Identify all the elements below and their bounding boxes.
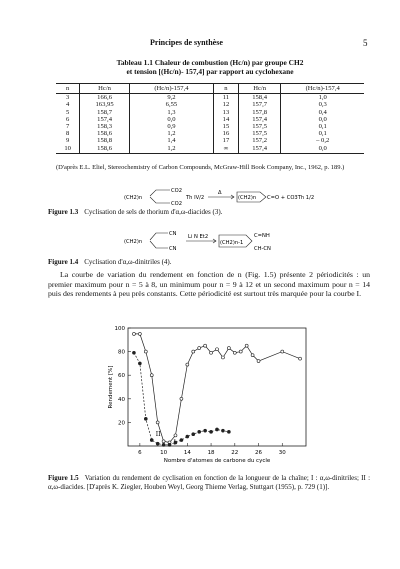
data-point-II bbox=[186, 435, 189, 438]
data-point-II bbox=[210, 430, 213, 433]
y-tick-label: 40 bbox=[118, 396, 125, 403]
figure15-text: Variation du rendement de cyclisation en fonction de la longueur de la chaîne; I : α,ω-dinitriles; II : α,ω-diacides. [D'après K. Ziegler, Houben Weyl, Georg Thieme Verlag, Stuttgart (1955), p. 729 (1)]. bbox=[48, 474, 371, 491]
table-row bbox=[56, 123, 364, 130]
table-cell: 6,55 bbox=[129, 101, 213, 108]
table-cell: 14 bbox=[214, 116, 239, 123]
x-tick-label: 14 bbox=[183, 450, 191, 456]
table-cell: 157,7 bbox=[238, 101, 281, 108]
table-row bbox=[56, 137, 364, 144]
table-cell: 4 bbox=[56, 101, 80, 108]
data-point-II bbox=[216, 428, 219, 431]
table-cell: 1,3 bbox=[129, 109, 213, 116]
f14-product-top: C=NH bbox=[254, 233, 270, 239]
x-tick-label: 26 bbox=[255, 450, 263, 456]
figure13-text: Cyclisation de sels de thorium d'α,ω-diacides (3). bbox=[84, 208, 223, 216]
page-number: 5 bbox=[363, 38, 368, 48]
data-point-I bbox=[257, 360, 260, 363]
data-point-II bbox=[204, 429, 207, 432]
table-cell: 158,3 bbox=[80, 123, 130, 130]
x-tick-label: 22 bbox=[231, 450, 239, 456]
x-tick-label: 6 bbox=[138, 450, 142, 456]
table-cell: 157,4 bbox=[238, 145, 281, 154]
f14-product-ring: (CH2)n-1 bbox=[220, 240, 244, 246]
col-header: n bbox=[214, 84, 239, 94]
table-cell: 158,8 bbox=[80, 137, 130, 144]
x-axis-label: Nombre d'atomes de carbone du cycle bbox=[163, 458, 271, 464]
data-point-I bbox=[245, 344, 248, 347]
data-point-I bbox=[239, 350, 242, 353]
table-cell: 10 bbox=[56, 145, 80, 154]
table-cell: 0,3 bbox=[318, 101, 327, 109]
figure14-text: Cyclisation d'α,ω-dinitriles (4). bbox=[84, 258, 172, 266]
table-cell: 17 bbox=[214, 137, 239, 144]
table-row bbox=[56, 94, 364, 102]
col-header: (Hc/n)-157,4 bbox=[129, 84, 213, 94]
data-point-I bbox=[251, 354, 254, 357]
f14-reagent: Li N Et2 bbox=[188, 234, 209, 240]
yield-chart bbox=[96, 322, 346, 472]
col-header: Hc/n bbox=[238, 84, 281, 94]
table-cell: 163,95 bbox=[80, 101, 130, 108]
table-cell: 158,4 bbox=[238, 94, 281, 102]
table-cell: 5 bbox=[56, 109, 80, 116]
figure13-scheme bbox=[120, 184, 320, 208]
table-cell: 157,2 bbox=[238, 137, 281, 144]
table-caption-line2: et tension [(Hc/n)- 157,4] par rapport au cyclohexane bbox=[126, 67, 294, 76]
data-point-II bbox=[132, 351, 135, 354]
table-cell: 1,2 bbox=[129, 145, 213, 154]
table-cell: 9 bbox=[56, 137, 80, 144]
data-point-I bbox=[192, 350, 195, 353]
col-header: (Hc/n)-157,4 bbox=[281, 84, 364, 94]
table-cell: 6 bbox=[56, 116, 80, 123]
data-point-I bbox=[144, 350, 147, 353]
data-point-I bbox=[221, 356, 224, 359]
table-cell: 3 bbox=[56, 94, 80, 102]
data-point-II bbox=[168, 443, 171, 446]
table-cell: – 0,2 bbox=[316, 137, 330, 145]
table-cell: 157,5 bbox=[238, 123, 281, 130]
table-cell: 0,9 bbox=[129, 123, 213, 130]
table-row bbox=[56, 109, 364, 116]
table-cell: 157,8 bbox=[238, 109, 281, 116]
x-tick-label: 30 bbox=[278, 450, 286, 456]
table-cell: 158,6 bbox=[80, 145, 130, 154]
figure15-caption bbox=[48, 474, 370, 492]
f14-bonds bbox=[150, 233, 168, 248]
data-point-II bbox=[180, 439, 183, 442]
f13-metal: Th IV/2 bbox=[186, 195, 205, 201]
x-tick-label: 10 bbox=[160, 450, 168, 456]
data-point-II bbox=[138, 362, 141, 365]
y-tick-label: 20 bbox=[118, 420, 125, 427]
figure14-scheme bbox=[120, 226, 320, 256]
f13-group-top: CO2 bbox=[171, 188, 183, 194]
table-row bbox=[56, 116, 364, 123]
f14-group-bottom: CN bbox=[169, 246, 177, 252]
data-point-I bbox=[162, 440, 165, 443]
f13-bonds bbox=[150, 190, 170, 203]
x-tick-label: 18 bbox=[207, 450, 215, 456]
col-header: n bbox=[56, 84, 80, 94]
table-cell: 0,0 bbox=[281, 145, 364, 154]
table-cell: 0,0 bbox=[129, 116, 213, 123]
table-cell: 16 bbox=[214, 130, 239, 137]
table-cell: 1,0 bbox=[318, 94, 327, 102]
f14-group-top: CN bbox=[169, 231, 177, 237]
f14-product-bottom: CH-CN bbox=[254, 246, 271, 252]
table-cell: 1,2 bbox=[129, 130, 213, 137]
data-point-I bbox=[174, 434, 177, 437]
table-cell: 166,6 bbox=[80, 94, 130, 102]
y-tick-label: 80 bbox=[118, 349, 125, 356]
data-point-I bbox=[156, 421, 159, 424]
data-point-I bbox=[210, 351, 213, 354]
data-point-II bbox=[150, 439, 153, 442]
y-tick-label: 60 bbox=[118, 373, 125, 380]
data-point-I bbox=[281, 350, 284, 353]
table-row bbox=[56, 130, 364, 137]
f13-product-rest: C=O + CO3Th 1/2 bbox=[267, 195, 315, 201]
data-point-I bbox=[233, 351, 236, 354]
data-point-I bbox=[216, 348, 219, 351]
data-point-II bbox=[174, 441, 177, 444]
table-cell: 7 bbox=[56, 123, 80, 130]
figure14-caption bbox=[48, 258, 172, 266]
table-row bbox=[56, 145, 364, 154]
body-paragraph: La courbe de variation du rendement en fonction de n (Fig. 1.5) présente 2 périodicités : un premier maximum pour n = 5 à 8, un minimum pour n = 9 à 12 et un second maximum pour n = 14 puis des rendements à peu près constants. Cette périodicité est surtout très marquée pour la courbe I. bbox=[48, 270, 370, 299]
table-row bbox=[56, 101, 364, 108]
data-point-II bbox=[144, 417, 147, 420]
figure13-label: Figure 1.3 bbox=[48, 208, 79, 216]
data-point-I bbox=[138, 332, 141, 335]
data-point-I bbox=[180, 397, 183, 400]
table-cell: 0,1 bbox=[318, 123, 327, 131]
table-cell: 13 bbox=[214, 109, 239, 116]
f13-arrow-label: Δ bbox=[218, 190, 222, 196]
data-point-II bbox=[221, 429, 224, 432]
table-caption-line1: Tableau 1.1 Chaleur de combustion (Hc/n) par groupe CH2 bbox=[116, 58, 304, 67]
combustion-table bbox=[56, 83, 364, 154]
data-point-I bbox=[227, 347, 230, 350]
table-cell: 0,1 bbox=[318, 130, 327, 138]
table-cell: 12 bbox=[214, 101, 239, 108]
data-point-II bbox=[192, 433, 195, 436]
figure14-label: Figure 1.4 bbox=[48, 258, 79, 266]
data-point-I bbox=[186, 363, 189, 366]
table-cell: 9,2 bbox=[129, 94, 213, 102]
table-caption bbox=[60, 58, 360, 76]
table-cell: 158,7 bbox=[80, 109, 130, 116]
figure15-label: Figure 1.5 bbox=[48, 474, 79, 482]
table-header-row bbox=[56, 84, 364, 94]
table-cell: 158,6 bbox=[80, 130, 130, 137]
data-point-II bbox=[198, 430, 201, 433]
series-label-II: II bbox=[155, 431, 161, 439]
table-cell: 11 bbox=[214, 94, 239, 102]
data-point-I bbox=[204, 344, 207, 347]
table-cell: 0,0 bbox=[318, 115, 327, 123]
y-tick-label: 100 bbox=[114, 326, 125, 332]
data-point-II bbox=[227, 430, 230, 433]
data-point-I bbox=[198, 347, 201, 350]
data-point-I bbox=[150, 374, 153, 377]
table-cell: 157,5 bbox=[238, 130, 281, 137]
data-point-I bbox=[299, 357, 302, 360]
data-point-II bbox=[162, 443, 165, 446]
table-cell: ∞ bbox=[214, 145, 239, 154]
f13-product-ring: (CH2)n bbox=[238, 195, 257, 201]
table-cell: 0,4 bbox=[318, 108, 327, 116]
table-cell: 8 bbox=[56, 130, 80, 137]
f13-group-bottom: CO2 bbox=[171, 201, 183, 207]
f14-reactant: (CH2)n bbox=[124, 239, 143, 245]
table-cell: 157,4 bbox=[238, 116, 281, 123]
data-point-II bbox=[156, 442, 159, 445]
y-axis-label: Rendement [%] bbox=[108, 365, 114, 409]
data-point-I bbox=[132, 332, 135, 335]
table-cell: 15 bbox=[214, 123, 239, 130]
col-header: Hc/n bbox=[80, 84, 130, 94]
figure13-caption bbox=[48, 208, 222, 216]
table-cell: 157,4 bbox=[80, 116, 130, 123]
table-cell: 1,4 bbox=[129, 137, 213, 144]
table-source-note: (D'après E.L. Eliel, Stereochemistry of Carbon Compounds, McGraw-Hill Book Company, Inc., 1962, p. 189.) bbox=[56, 164, 345, 171]
running-header: Principes de synthèse bbox=[150, 38, 223, 47]
f13-reactant: (CH2)n bbox=[124, 195, 143, 201]
